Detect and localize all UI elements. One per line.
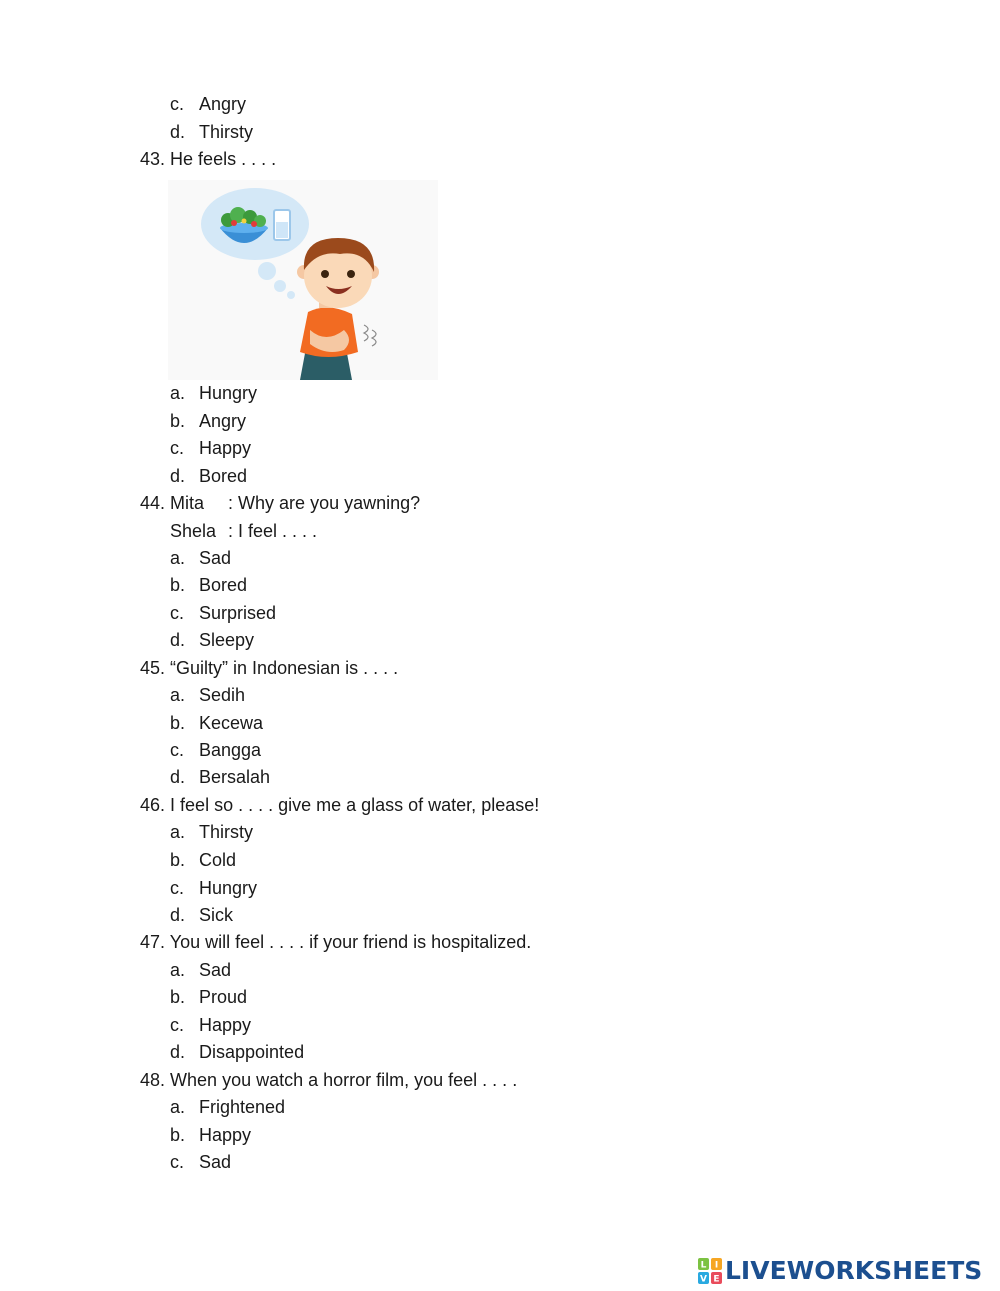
question-45: 45. “Guilty” in Indonesian is . . . . [140, 658, 399, 678]
option-d[interactable]: d. Sick [170, 905, 234, 925]
question-48: 48. When you watch a horror film, you feel . . . . [140, 1070, 518, 1090]
speaker-name: Mita [170, 493, 205, 513]
question-43: 43. He feels . . . . [140, 149, 277, 169]
option-b[interactable]: b. Happy [170, 1125, 252, 1145]
badge-letter: V [700, 1274, 707, 1284]
hungry-boy-illustration [168, 180, 438, 380]
option-b[interactable]: b. Angry [170, 411, 247, 431]
live-badge-icon [698, 1258, 722, 1284]
option-b[interactable]: b. Bored [170, 575, 248, 595]
option-b[interactable]: b. Proud [170, 987, 248, 1007]
dialogue-line: Shela : I feel . . . . [170, 521, 318, 541]
brand-name: LIVEWORKSHEETS [725, 1256, 983, 1285]
question-44: 44. Mita : Why are you yawning? [140, 493, 421, 513]
option-b[interactable]: b. Kecewa [170, 713, 264, 733]
option-a[interactable]: a. Sad [170, 548, 232, 568]
option-a[interactable]: a. Sedih [170, 685, 246, 705]
option-c[interactable]: c. Angry [170, 94, 247, 114]
question-46: 46. I feel so . . . . give me a glass of water, please! [140, 795, 540, 815]
option-c[interactable]: c. Bangga [170, 740, 262, 760]
option-c[interactable]: c. Happy [170, 1015, 252, 1035]
option-a[interactable]: a. Hungry [170, 383, 258, 403]
option-c[interactable]: c. Hungry [170, 878, 258, 898]
badge-letter: I [714, 1260, 719, 1271]
option-b[interactable]: b. Cold [170, 850, 237, 870]
option-d[interactable]: d. Disappointed [170, 1042, 305, 1062]
option-d[interactable]: d. Thirsty [170, 122, 253, 142]
option-c[interactable]: c. Sad [170, 1152, 232, 1172]
option-c[interactable]: c. Surprised [170, 603, 277, 623]
liveworksheets-logo [698, 1256, 982, 1286]
option-a[interactable]: a. Sad [170, 960, 232, 980]
question-47: 47. You will feel . . . . if your friend is hospitalized. [140, 932, 532, 952]
option-d[interactable]: d. Bored [170, 466, 248, 486]
option-a[interactable]: a. Frightened [170, 1097, 286, 1117]
option-c[interactable]: c. Happy [170, 438, 252, 458]
badge-letter: E [713, 1274, 720, 1284]
badge-letter: L [700, 1260, 707, 1271]
option-d[interactable]: d. Bersalah [170, 767, 271, 787]
option-a[interactable]: a. Thirsty [170, 822, 253, 842]
option-d[interactable]: d. Sleepy [170, 630, 255, 650]
speaker-name: Shela [170, 521, 217, 541]
